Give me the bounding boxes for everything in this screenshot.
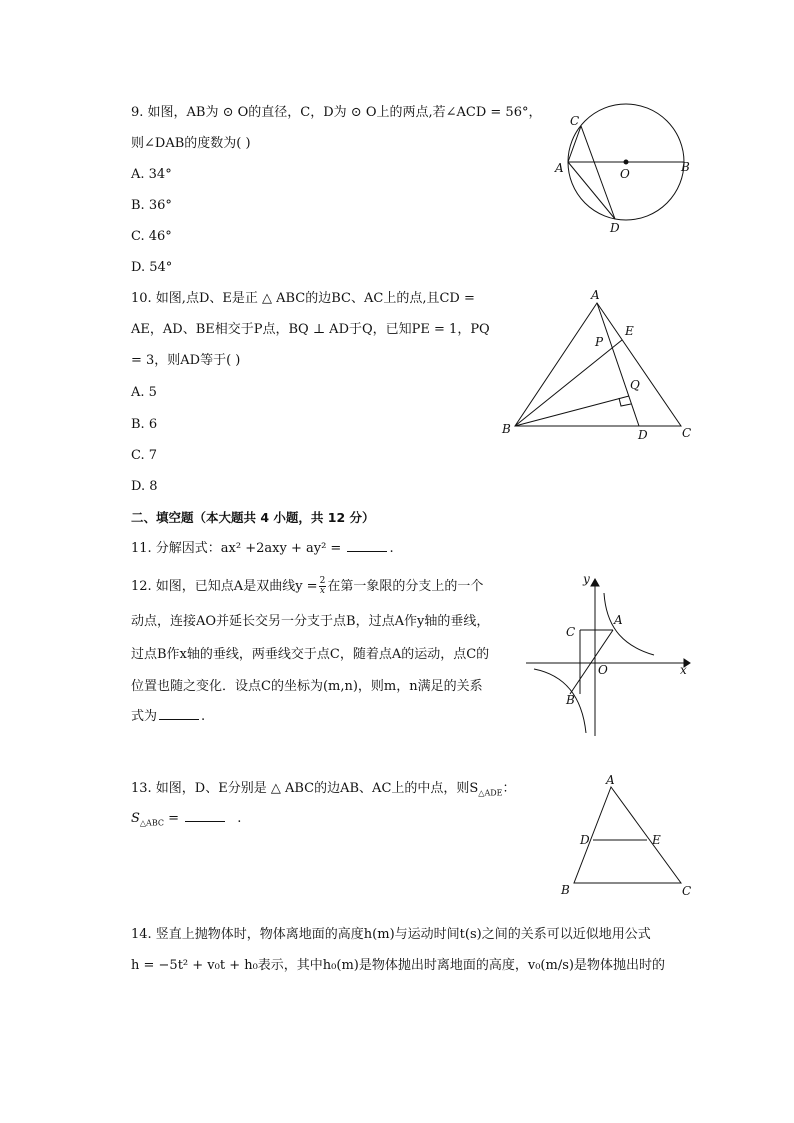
q9-circle-figure xyxy=(552,108,697,238)
q13-colon: ： xyxy=(502,781,516,796)
label-e: E xyxy=(652,833,661,847)
q11-text xyxy=(131,540,394,558)
q12-line3: 过点B作x轴的垂线，两垂线交于点C，随着点A的运动，点C的 xyxy=(131,647,490,662)
chord-cd xyxy=(581,126,615,219)
q10-option-b: B. 6 xyxy=(131,417,158,432)
label-c: C xyxy=(570,114,580,128)
label-p: P xyxy=(595,335,604,349)
q10-line1: 10. 如图,点D、E是正 △ ABC的边BC、AC上的点,且CD = xyxy=(131,291,475,306)
q11-answer-blank[interactable] xyxy=(347,551,387,552)
hyperbola-first-quadrant xyxy=(604,593,654,655)
label-y: y xyxy=(583,572,590,586)
label-a: A xyxy=(606,773,615,787)
q13-end: . xyxy=(237,811,242,826)
label-b: B xyxy=(681,160,690,174)
triangle-abc xyxy=(515,303,681,426)
q12-line5 xyxy=(131,708,205,726)
label-b: B xyxy=(566,693,575,707)
label-q: Q xyxy=(630,378,640,392)
q13-s: S xyxy=(131,811,140,826)
q12-answer-blank[interactable] xyxy=(159,719,199,720)
label-a: A xyxy=(614,613,623,627)
q12-line4: 位置也随之变化．设点C的坐标为(m,n)，则m，n满足的关系 xyxy=(131,679,483,694)
chord-ac xyxy=(568,126,581,162)
label-a: A xyxy=(555,161,564,175)
label-d: D xyxy=(610,221,620,235)
label-c: C xyxy=(566,625,576,639)
q9-option-b: B. 36° xyxy=(131,198,172,213)
label-c: C xyxy=(682,426,692,440)
q12-hyperbola-figure xyxy=(524,573,694,743)
q13-eq: = xyxy=(163,811,180,826)
q10-option-c: C. 7 xyxy=(131,448,158,463)
center-dot xyxy=(624,160,628,164)
triangle-abc xyxy=(574,787,681,883)
fraction-denominator: x xyxy=(319,586,325,596)
q9-option-d: D. 54° xyxy=(131,260,173,275)
q10-line2: AE，AD、BE相交于P点，BQ ⊥ AD于Q，已知PE = 1，PQ xyxy=(131,322,490,337)
segment-be xyxy=(515,340,622,426)
right-angle-mark xyxy=(619,398,631,406)
q13-sub-abc: △ABC xyxy=(139,818,164,828)
q9-option-a: A. 34° xyxy=(131,167,172,182)
q11-prompt: 11. 分解因式：ax² +2axy + ay² = xyxy=(131,541,342,556)
q13-line1 xyxy=(131,780,516,803)
q13-line1-text: 13. 如图，D、E分别是 △ ABC的边AB、AC上的中点，则S xyxy=(131,781,479,796)
segment-ab xyxy=(570,630,613,694)
label-d: D xyxy=(638,428,648,442)
q12-line5-prompt: 式为 xyxy=(131,709,158,724)
q12-line2: 动点，连接AO并延长交另一分支于点B，过点A作y轴的垂线， xyxy=(131,614,490,629)
q10-triangle-figure xyxy=(500,286,700,446)
label-x: x xyxy=(680,663,687,677)
label-a: A xyxy=(591,288,600,302)
label-o: O xyxy=(620,167,630,181)
label-o: O xyxy=(598,663,608,677)
q13-line2 xyxy=(131,810,241,833)
q10-option-d: D. 8 xyxy=(131,479,158,494)
q9-line1: 9. 如图，AB为 ⊙ O的直径，C，D为 ⊙ O上的两点,若∠ACD = 56°， xyxy=(131,105,542,120)
q10-option-a: A. 5 xyxy=(131,385,157,400)
fraction-2-over-x xyxy=(319,577,327,596)
q12-line1 xyxy=(131,577,483,596)
label-b: B xyxy=(561,883,570,897)
q12-line1-b: 在第一象限的分支上的一个 xyxy=(327,579,484,594)
y-axis-arrow xyxy=(591,579,599,586)
label-b: B xyxy=(502,422,511,436)
q14-line1: 14. 竖直上抛物体时，物体离地面的高度h(m)与运动时间t(s)之间的关系可以近似地用公式 xyxy=(131,927,651,942)
q11-end: . xyxy=(389,541,394,556)
label-d: D xyxy=(580,833,590,847)
q13-triangle-figure xyxy=(558,773,698,898)
q9-option-c: C. 46° xyxy=(131,229,172,244)
q12-line1-a: 12. 如图，已知点A是双曲线y = xyxy=(131,579,318,594)
q14-line2: h = −5t² + v₀t + h₀表示，其中h₀(m)是物体抛出时离地面的高度，v₀(m/s)是物体抛出时的 xyxy=(131,958,665,973)
label-c: C xyxy=(682,884,692,898)
q10-line3: = 3，则AD等于( ) xyxy=(131,353,241,368)
q12-end: . xyxy=(201,709,206,724)
segment-ad xyxy=(597,303,639,426)
fraction-numerator: 2 xyxy=(319,576,326,586)
q13-answer-blank[interactable] xyxy=(185,821,225,822)
section-2-heading: 二、填空题（本大题共 4 小题，共 12 分） xyxy=(131,510,375,525)
q13-sub-ade: △ADE xyxy=(478,788,503,798)
hyperbola-third-quadrant xyxy=(534,669,586,733)
q9-line2: 则∠DAB的度数为( ) xyxy=(131,136,251,151)
label-e: E xyxy=(625,324,634,338)
